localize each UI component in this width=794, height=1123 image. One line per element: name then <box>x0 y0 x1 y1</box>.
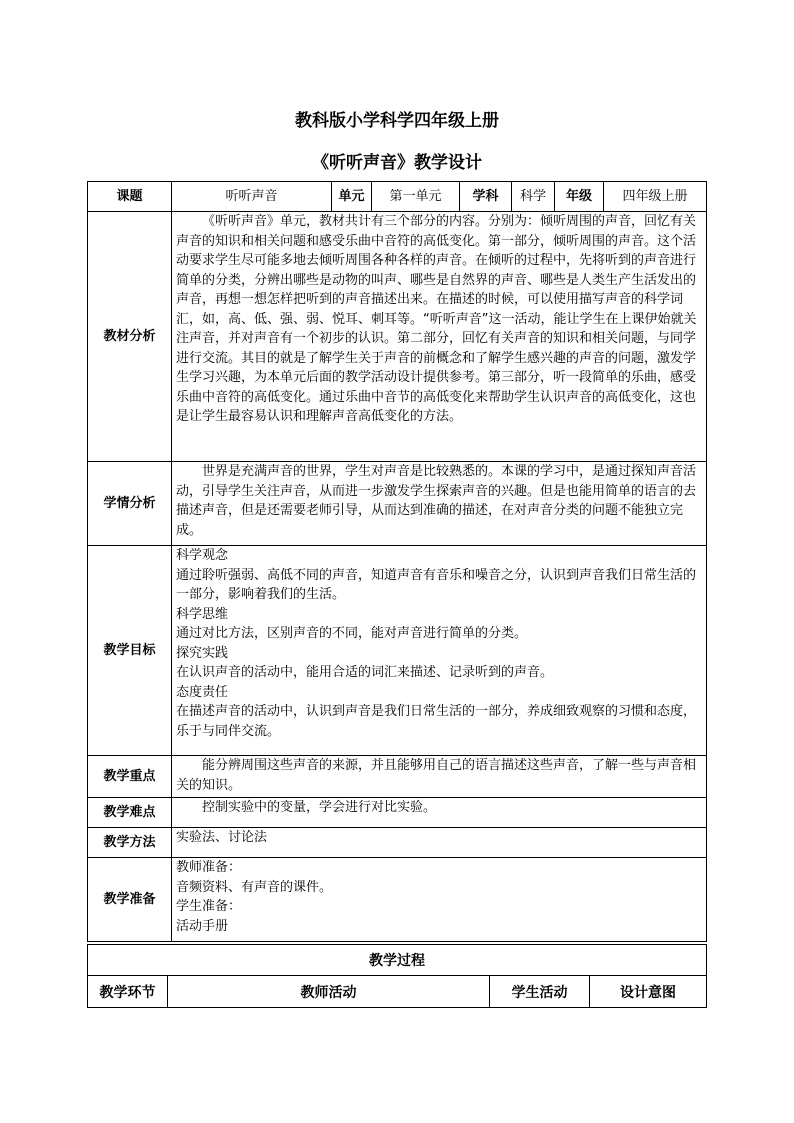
prep-teacher-text: 音频资料、有声音的课件。 <box>176 879 333 895</box>
process-title: 教学过程 <box>88 945 707 976</box>
process-col-student: 学生活动 <box>490 976 590 1008</box>
document-subtitle: 《听听声音》教学设计 <box>312 153 482 173</box>
key-point-label: 教学重点 <box>88 756 172 798</box>
process-table <box>87 944 707 1008</box>
unit-label: 单元 <box>332 182 372 212</box>
student-analysis-label: 学情分析 <box>88 462 172 546</box>
preparation-content <box>172 858 707 942</box>
goal-text-thinking: 通过对比方法，区别声音的不同，能对声音进行简单的分类。 <box>176 626 528 641</box>
material-analysis-row <box>88 212 707 462</box>
preparation-label: 教学准备 <box>88 858 172 942</box>
difficulty-row <box>88 798 707 828</box>
subject-label: 课题 <box>88 182 172 212</box>
subject-value: 听听声音 <box>172 182 332 212</box>
material-analysis-text: 《听听声音》单元，教材共计有三个部分的内容。分别为：倾听周围的声音，回忆有关声音的知识和相关问题和感受乐曲中音符的高低变化。第一部分，倾听周围的声音。这个活动要求学生尽可能多地去倾听周围各种各样的声音。在倾听的过程中，先将听到的声音进行简单的分类，分辨出哪些是动物的叫声、哪些是自然界的声音、哪些是人类生产生活发出的声音，再想一想怎样把听到的声音描述出来。在描述的时候，可以使用描写声音的科学词汇，如，高、低、强、弱、悦耳、刺耳等。“听听声音”这一活动，能让学生在上课伊始就关注声音，并对声音有一个初步的认识。第二部分，回忆有关声音的知识和相关问题，与同学进行交流。其目的就是了解学生关于声音的前概念和了解学生感兴趣的声音的问题，激发学生学习兴趣，为本单元后面的教学活动设计提供参考。第三部分，听一段简单的乐曲，感受乐曲中音符的高低变化。通过乐曲中音节的高低变化来帮助学生认识声音的高低变化，这也是让学生最容易认识和理解声音高低变化的方法。 <box>172 212 707 462</box>
goal-text-attitude: 在描述声音的活动中，认识到声音是我们日常生活的一部分，养成细致观察的习惯和态度，乐于与同伴交流。 <box>176 704 697 739</box>
goals-row <box>88 546 707 756</box>
prep-student-heading: 学生准备： <box>176 899 242 914</box>
preparation-row <box>88 858 707 942</box>
key-point-text: 能分辨周围这些声音的来源，并且能够用自己的语言描述这些声音，了解一些与声音相关的知识。 <box>172 756 707 798</box>
difficulty-text: 控制实验中的变量，学会进行对比实验。 <box>172 798 707 828</box>
material-analysis-label: 教材分析 <box>88 212 172 462</box>
process-col-intent: 设计意图 <box>590 976 707 1008</box>
lesson-plan-table <box>87 181 707 942</box>
student-analysis-row <box>88 462 707 546</box>
goals-label: 教学目标 <box>88 546 172 756</box>
key-point-row <box>88 756 707 798</box>
header-row <box>88 182 707 212</box>
student-analysis-text: 世界是充满声音的世界，学生对声音是比较熟悉的。本课的学习中，是通过探知声音活动，引导学生关注声音，从而进一步激发学生探索声音的兴趣。但是也能用简单的语言的去描述声音，但是还需要老师引导，从而达到准确的描述，在对声音分类的问题不能独立完成。 <box>172 462 707 546</box>
process-title-row <box>88 945 707 976</box>
difficulty-label: 教学难点 <box>88 798 172 828</box>
method-label: 教学方法 <box>88 828 172 858</box>
document-title: 教科版小学科学四年级上册 <box>295 111 499 131</box>
goal-text-concept: 通过聆听强弱、高低不同的声音，知道声音有音乐和噪音之分，认识到声音我们日常生活的一部分，影响着我们的生活。 <box>176 567 697 602</box>
goal-heading-thinking: 科学思维 <box>176 606 229 622</box>
goals-content <box>172 546 707 756</box>
course-value: 科学 <box>512 182 555 212</box>
prep-student-text: 活动手册 <box>176 918 229 934</box>
process-col-teacher: 教师活动 <box>168 976 490 1008</box>
process-header-row <box>88 976 707 1008</box>
grade-value: 四年级上册 <box>604 182 707 212</box>
goal-heading-practice: 探究实践 <box>176 645 229 661</box>
process-col-stage: 教学环节 <box>88 976 168 1008</box>
method-text: 实验法、讨论法 <box>172 828 707 858</box>
grade-label: 年级 <box>555 182 604 212</box>
unit-value: 第一单元 <box>372 182 460 212</box>
goal-heading-attitude: 态度责任 <box>176 684 229 700</box>
prep-teacher-heading: 教师准备： <box>176 860 242 875</box>
course-label: 学科 <box>460 182 512 212</box>
goal-text-practice: 在认识声音的活动中，能用合适的词汇来描述、记录听到的声音。 <box>176 665 554 680</box>
method-row <box>88 828 707 858</box>
goal-heading-concept: 科学观念 <box>176 548 229 563</box>
